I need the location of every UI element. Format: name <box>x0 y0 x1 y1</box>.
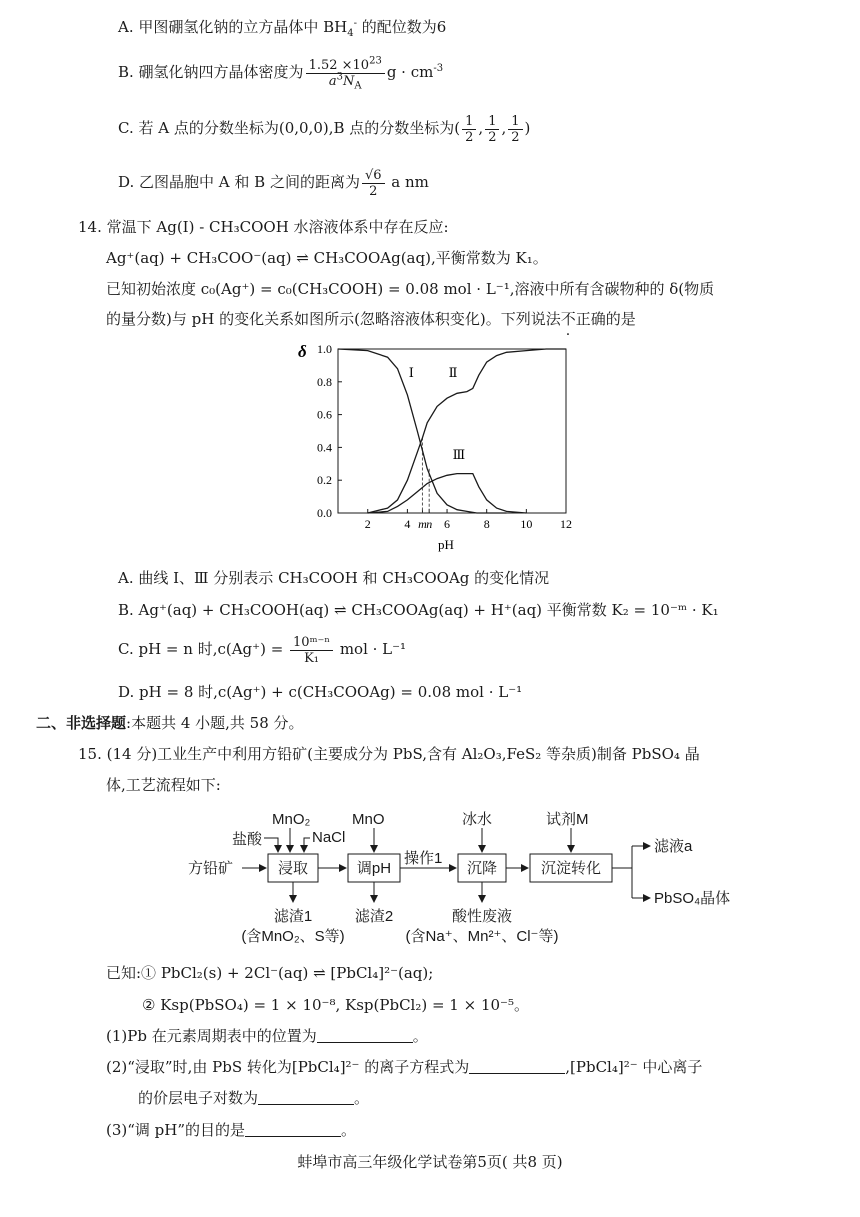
box-adjust-ph-label: 调pH <box>356 860 392 877</box>
series-line-Ⅲ <box>368 474 527 513</box>
pbso4-crystal-label: PbSO₄晶体 <box>654 890 731 907</box>
x-tick-label: 8 <box>483 517 490 531</box>
q14-option-b: B. Ag⁺(aq) + CH₃COOH(aq) ⇌ CH₃COOAg(aq) + H⁺(aq) 平衡常数 K₂ = 10⁻ᵐ · K₁ <box>118 601 719 619</box>
x-tick-label: 4 <box>404 517 411 531</box>
box-settle-label: 沉降 <box>466 860 498 877</box>
x-tick-label: n <box>426 517 433 531</box>
reagent-nacl: NaCl <box>312 829 346 846</box>
y-tick-label: 0.2 <box>317 473 332 488</box>
q14-stem-line4: 的量分数)与 pH 的变化关系如图所示(忽略溶液体积变化)。下列说法不正确的是 <box>106 310 636 328</box>
y-tick-label: 1.0 <box>317 342 332 356</box>
y-tick-label: 0.4 <box>317 440 332 455</box>
q15-known-2: ② Ksp(PbSO₄) = 1 × 10⁻⁸, Ksp(PbCl₂) = 1 × 10⁻⁵。 <box>142 996 529 1014</box>
answer-blank <box>317 1028 413 1043</box>
x-tick-label: m <box>418 517 427 531</box>
y-tick-label: 0.0 <box>317 506 332 520</box>
curve-label: Ⅱ <box>448 364 458 380</box>
emphasis-not: 不 <box>560 310 576 328</box>
y-tick-label: 0.6 <box>317 407 332 422</box>
answer-blank <box>258 1090 354 1105</box>
page-footer: 蚌埠市高三年级化学试卷第5页( 共8 页) <box>297 1153 563 1171</box>
curve-label: Ⅲ <box>452 446 466 462</box>
q14-stem-line3: 已知初始浓度 c₀(Ag⁺) = c₀(CH₃COOH) = 0.08 mol · L⁻¹,溶液中所有含碳物种的 δ(物质 <box>106 280 715 298</box>
q14-option-d: D. pH = 8 时,c(Ag⁺) + c(CH₃COOAg) = 0.08 mol · L⁻¹ <box>118 683 523 701</box>
q14-option-c: C. pH = n 时,c(Ag⁺) = $\frac{\text{10ᵐ⁻ⁿ}}{\text{K₁}}$ mol · L⁻¹ <box>118 634 407 666</box>
residue1-label: 滤渣1 <box>273 908 313 925</box>
answer-blank <box>245 1122 341 1137</box>
reagent-hcl: 盐酸 <box>232 831 263 848</box>
x-tick-label: 12 <box>560 517 572 531</box>
y-tick-label: 0.8 <box>317 374 332 389</box>
raw-material-label: 方铅矿 <box>188 860 234 877</box>
q15-stem-line2: 体,工艺流程如下: <box>106 776 221 794</box>
operation1-label: 操作1 <box>404 850 443 867</box>
x-tick-label: 2 <box>364 517 371 531</box>
q13-option-b: B. 硼氢化钠四方晶体密度为 $\frac{1.52 \times 10^{23}}{a^3N_A}$ $g \cdot cm^{-3}$ <box>118 55 444 92</box>
reagent-mno: MnO <box>352 811 385 828</box>
x-tick-label: 10 <box>520 517 533 531</box>
curve-label: Ⅰ <box>408 364 414 380</box>
y-axis-title: δ <box>298 342 307 361</box>
x-tick-label: 6 <box>444 517 451 531</box>
section-heading: 二、非选择题:本题共 4 小题,共 58 分。 <box>36 714 304 732</box>
reagent-m: 试剂M <box>546 811 589 828</box>
q15-stem-line1: 15. (14 分)工业生产中利用方铅矿(主要成分为 PbS,含有 Al₂O₃,FeS₂ 等杂质)制备 PbSO₄ 晶 <box>78 745 700 763</box>
residue2-label: 滤渣2 <box>354 908 394 925</box>
q14-stem-line1: 14. 常温下 Ag(I) - CH₃COOH 水溶液体系中存在反应: <box>78 218 449 236</box>
acid-waste-label: 酸性废液 <box>451 908 513 925</box>
box-leach-label: 浸取 <box>277 860 309 877</box>
density-fraction: $\frac{1.52 \times 10^{23}}{a^3N_A}$ <box>306 58 385 89</box>
q13-option-a: A. 甲图硼氢化钠的立方晶体中 $BH_4^-$ 的配位数为6 <box>118 18 447 39</box>
q15-part3: (3)“调 pH”的目的是 。 <box>106 1121 357 1139</box>
process-flow-diagram <box>180 806 800 956</box>
q13-option-c: C. 若 A 点的分数坐标为(0,0,0),B 点的分数坐标为( $\frac{1}{2}$ , $\frac{1}{2}$ , $\frac{1}{2}$ ) <box>118 113 531 145</box>
q15-part2: (2)“浸取”时,由 PbS 转化为[PbCl₄]²⁻ 的离子方程式为 ,[PbCl₄]²⁻ 中心离子 <box>106 1058 703 1076</box>
acid-waste-note: (含Na⁺、Mn²⁺、Cl⁻等) <box>405 928 559 945</box>
q14-stem-line2: Ag⁺(aq) + CH₃COO⁻(aq) ⇌ CH₃COOAg(aq),平衡常数为 K₁。 <box>106 249 548 267</box>
delta-ph-chart <box>290 335 590 555</box>
reagent-mno2: MnO₂ <box>272 811 311 828</box>
q15-part2-cont: 的价层电子对数为 。 <box>138 1089 370 1107</box>
box-conversion-label: 沉淀转化 <box>540 860 602 877</box>
filtrate-a-label: 滤液a <box>654 838 693 855</box>
series-line-Ⅱ <box>368 349 566 513</box>
q14-option-a: A. 曲线 Ⅰ、Ⅲ 分别表示 CH₃COOH 和 CH₃COOAg 的变化情况 <box>118 569 550 587</box>
reagent-ice-water: 冰水 <box>462 811 493 828</box>
q15-known-1: 已知:① PbCl₂(s) + 2Cl⁻(aq) ⇌ [PbCl₄]²⁻(aq); <box>106 964 434 982</box>
answer-blank <box>469 1059 565 1074</box>
q13-option-d: D. 乙图晶胞中 A 和 B 之间的距离为 $\frac{√6}{2}$ a nm <box>118 167 429 199</box>
residue1-note: (含MnO₂、S等) <box>241 928 345 945</box>
x-axis-title: pH <box>438 537 454 552</box>
q15-part1: (1)Pb 在元素周期表中的位置为 。 <box>106 1027 428 1045</box>
